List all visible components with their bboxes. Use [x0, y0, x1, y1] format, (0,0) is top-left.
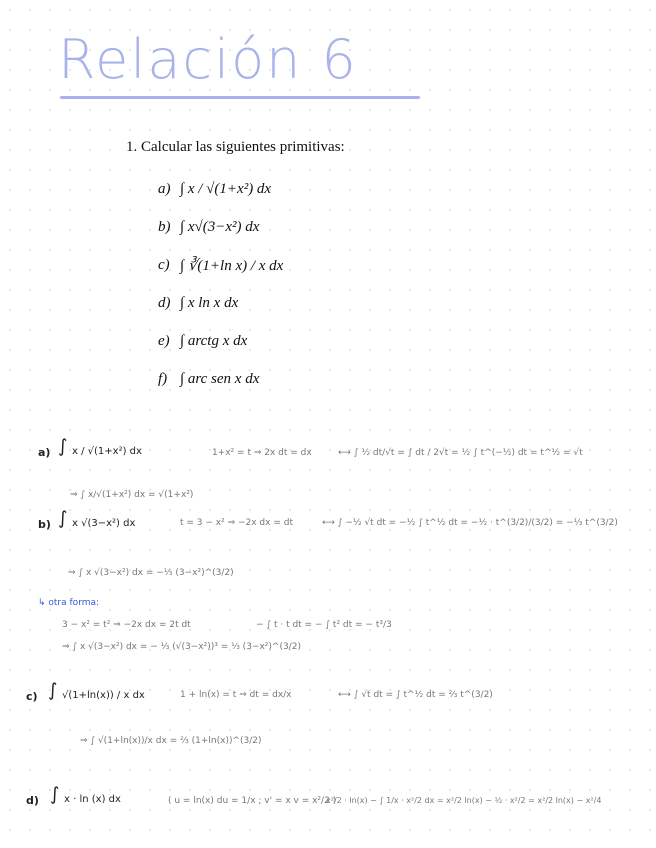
solution-d-label: d): [26, 794, 39, 807]
integral-sign-icon: ∫: [50, 784, 60, 805]
item-label: f): [158, 370, 168, 387]
other-method-line-2: ⇒ ∫ x √(3−x²) dx = − ⅓ (√(3−x²))³ = ⅓ (3−x²)^(3/2): [62, 642, 301, 652]
item-label: c): [158, 256, 170, 273]
solution-a-chain: ⟷ ∫ ½ dt/√t = ∫ dt / 2√t = ½ ∫ t^(−½) dt = t^½ = √t: [338, 448, 583, 458]
solution-c-integral: √(1+ln(x)) / x dx: [62, 690, 145, 701]
item-expression: ∫ x√(3−x²) dx: [180, 218, 260, 235]
item-expression: ∫ arc sen x dx: [180, 370, 260, 387]
solution-b-result: ⇒ ∫ x √(3−x²) dx = −⅓ (3−x²)^(3/2): [68, 568, 234, 578]
list-item: [158, 360, 283, 398]
solution-c-label: c): [26, 690, 38, 703]
item-label: b): [158, 218, 171, 235]
other-method-header: ↳ otra forma:: [38, 598, 100, 608]
solution-b-substitution: t = 3 − x² ⇒ −2x dx = dt: [180, 518, 293, 528]
integral-sign-icon: ∫: [58, 508, 68, 529]
solution-c-substitution: 1 + ln(x) = t ⇒ dt = dx/x: [180, 690, 292, 700]
other-method-line-1: 3 − x² = t² ⇒ −2x dx = 2t dt: [62, 620, 191, 630]
solution-a-result: ⇒ ∫ x/√(1+x²) dx = √(1+x²): [70, 490, 194, 500]
item-expression: ∫ ∛(1+ln x) / x dx: [180, 257, 284, 274]
list-item: [158, 322, 283, 360]
item-expression: ∫ x / √(1+x²) dx: [180, 180, 272, 197]
exercise-list: [158, 170, 283, 398]
list-item: [158, 208, 283, 246]
item-expression: ∫ x ln x dx: [180, 294, 239, 311]
solution-d-integral: x · ln (x) dx: [64, 794, 121, 805]
item-label: e): [158, 332, 170, 349]
solution-d-parts: ( u = ln(x) du = 1/x ; v' = x v = x²/2 ): [168, 796, 337, 806]
solution-c-chain: ⟷ ∫ √t dt = ∫ t^½ dt = ⅔ t^(3/2): [338, 690, 493, 700]
item-expression: ∫ arctg x dx: [180, 332, 248, 349]
page-title: Relación 6: [58, 28, 358, 91]
integral-sign-icon: ∫: [48, 680, 58, 701]
solution-b-integral: x √(3−x²) dx: [72, 518, 136, 529]
item-label: d): [158, 294, 171, 311]
list-item: [158, 170, 283, 208]
solution-b-label: b): [38, 518, 51, 531]
solution-d-chain: x²/2 · ln(x) − ∫ 1/x · x²/2 dx = x²/2 ln(x) − ½ · x²/2 = x²/2 ln(x) − x²/4: [326, 796, 602, 805]
solution-b-chain: ⟷ ∫ −½ √t dt = −½ ∫ t^½ dt = −½ · t^(3/2)/(3/2) = −⅓ t^(3/2): [322, 518, 618, 528]
other-method-line-1b: − ∫ t · t dt = − ∫ t² dt = − t³/3: [256, 620, 392, 630]
title-underline: [60, 96, 420, 99]
solution-a-substitution: 1+x² = t ⇒ 2x dt = dx: [212, 448, 312, 458]
list-item: [158, 284, 283, 322]
solution-a-label: a): [38, 446, 51, 459]
solution-c-result: ⇒ ∫ √(1+ln(x))/x dx = ⅔ (1+ln(x))^(3/2): [80, 736, 262, 746]
item-label: a): [158, 180, 171, 197]
solution-a-integral: x / √(1+x²) dx: [72, 446, 142, 457]
list-item: [158, 246, 283, 284]
exercise-heading: 1. Calcular las siguientes primitivas:: [126, 139, 345, 155]
integral-sign-icon: ∫: [58, 436, 68, 457]
